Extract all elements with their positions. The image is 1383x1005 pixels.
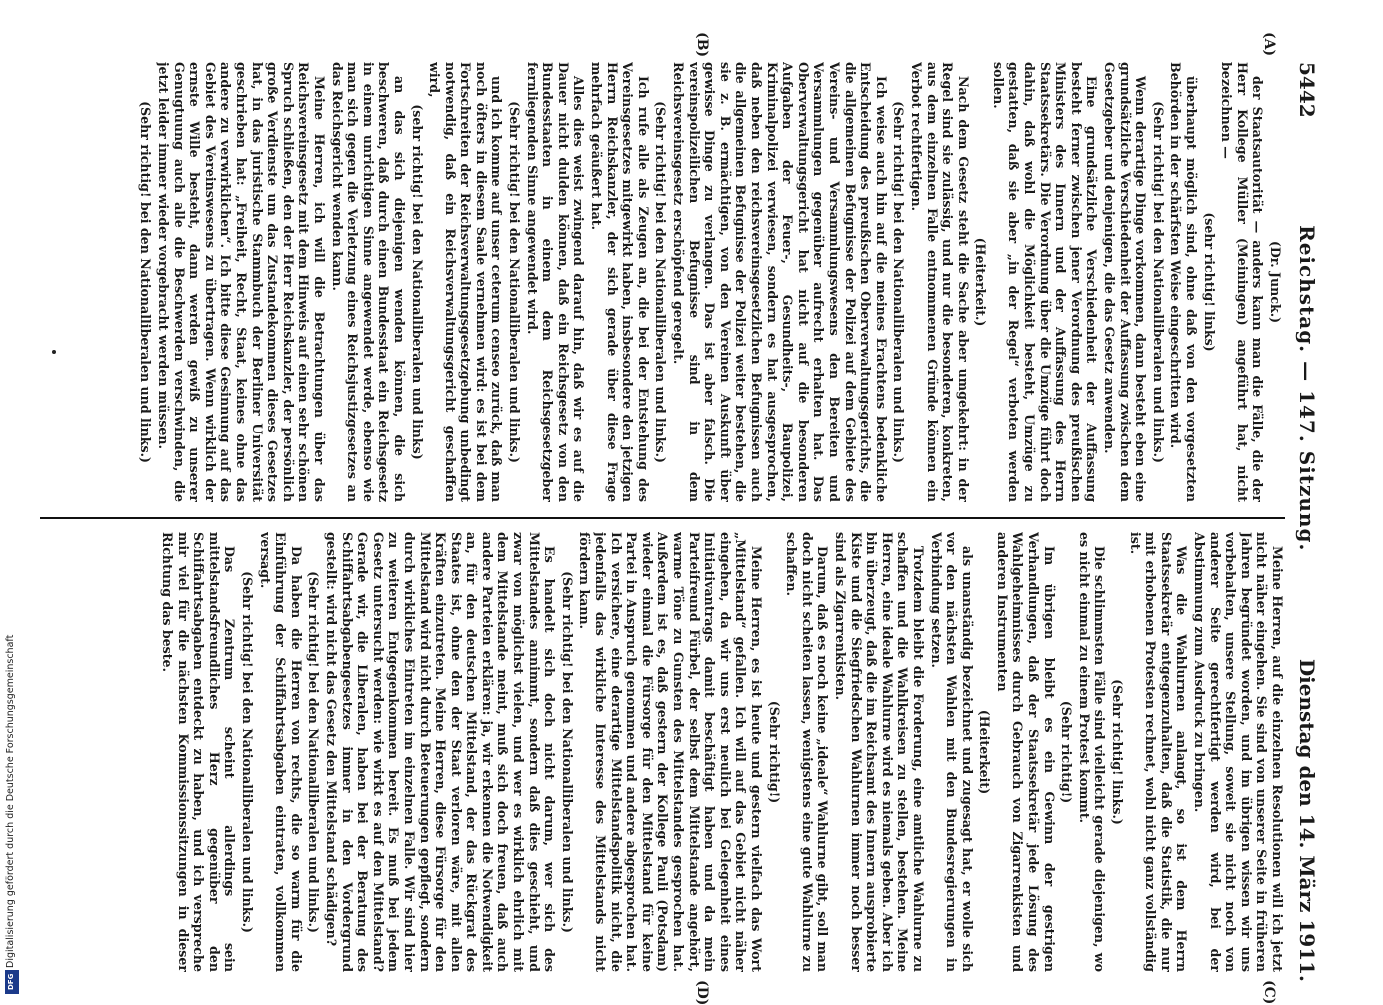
- paragraph: Nach dem Gesetz steht die Sache aber umgekehrt: in der Regel sind sie zulässig, und nur die besonderen, konkreten, aus dem einzelnen Falle entnommenen Gründe können ein Verbot rechtfertigen.: [908, 62, 971, 502]
- paragraph: Darum, daß es noch keine „ideale“ Wahlurne gibt, soll man doch nicht scheiten lassen, wenigstens eine gute Wahlurne zu schaffen.: [784, 532, 831, 972]
- paragraph: der Staatsautorität — anders kann man die Fälle, die der Herr Kollege Müller (Meiningen) angeführt hat, nicht bezeichnen —: [1219, 62, 1266, 502]
- interjection: (Sehr richtig! bei den Nationalliberalen und links.): [1150, 101, 1166, 463]
- interjection: (sehr richtig! links): [1201, 212, 1217, 352]
- interjection: (Sehr richtig!): [766, 700, 782, 804]
- scan-speck: [52, 350, 56, 354]
- paragraph: Trotzdem bleibt die Forderung, eine amtliche Wahlurne zu schaffen und die Wahlkreisen zu stellen, bestehen. Meine Herren, eine ideale Wahlurne wird es niemals geben. Aber ich bin überzeugt, daß die im Reichsamt des Innern ausprobierte Kiste und die Siegfriedschen Wahlurnen immer noch besser sind als Zigarrenkisten.: [832, 532, 926, 972]
- page-number: 5442: [1295, 62, 1319, 118]
- paragraph: Meine Herren, es ist heute und gestern vielfach das Wort „Mittelstand“ gefallen. Ich will auf das Gebiet nicht näher eingehen, da wir uns erst neulich bei Gelegenheit eines Initiativantrags damit beschäftigt haben und da mein Parteifreund Fürbel, der selbst dem Mittelstande angehört, warme Töne zu Gunsten des Mittelstandes gesprochen hat. Außerdem ist es, daß gestern der Kollege Pauli (Potsdam) wieder einmal die Fürsorge für den Mittelstand für keine Partei in Anspruch genommen und andere abgesprochen hat. Ich versichere, eine derartige Mittelstandspolitik nicht, die jedenfalls das wirkliche Interesse des Mittelstands nicht fördern kann.: [577, 532, 764, 972]
- column-divider: [40, 517, 1285, 519]
- paragraph: Ich weise auch hin auf die meines Erachtens bedenkliche Entscheidung des preußischen Oberverwaltungsgerichts, die die allgemeinen Befugnisse der Polizei auf dem Gebiete des Vereins- und Versammlungswesens den Bereiten und Versammlungen gegenüber aufrecht erhalten hat. Das Oberverwaltungsgericht hat nicht auf die besonderen Aufgaben der Feuer-, Gesundheits-, Baupolizei, Kriminalpolizei verwiesen, sondern es hat ausgesprochen, daß neben den reichsvereinsgesetzlichen Befugnissen auch die allgemeinen Befugnisse der Polizei weiter bestehen, die sie z. B. ermächtigen, von den Vereinen Auskunft über gewisse Dinge zu verlangen. Das ist aber falsch. Die vereinspolizeilichen Befugnisse sind in dem Reichsvereinsgesetz erschöpfend geregelt.: [671, 62, 889, 502]
- left-text-column: [45, 62, 1285, 502]
- paragraph: Eine grundsätzliche Verschiedenheit der Auffassung besteht ferner zwischen jener Verordnung des preußischen Ministers des Innern und der Auffassung des Herrn Staatssekretärs. Die Verordnung über die Umzüge führt doch dahin, daß wohl die Möglichkeit besteht, Umzüge zu gestatten, daß sie aber „in der Regel“ verboten werden sollen.: [990, 62, 1100, 502]
- paragraph: Meine Herren, auf die einzelnen Resolutionen will ich jetzt nicht näher eingehen. Sie sind von unserer Seite in früheren Jahren begründet worden, und im übrigen wissen wir uns vorbehalten, unsere Stellung, soweit sie nicht noch von anderer Seite gerechtfertigt werden wird, bei der Abstimmung zum Ausdruck zu bringen.: [1192, 532, 1285, 972]
- header-title: Reichstag. — 147. Sitzung.: [1295, 225, 1319, 552]
- paragraph: als unanständig bezeichnet und zugesagt hat, er wolle sich vor den nächsten Wahlen mit den Bundesregierungen in Verbindung setzen.: [928, 532, 975, 972]
- interjection: (Sehr richtig! bei den Nationalliberalen und links.): [559, 571, 575, 933]
- dfg-logo: DFG: [5, 970, 19, 994]
- interjection: (sehr richtig! bei den Nationalliberalen und links): [409, 104, 425, 460]
- interjection: (Sehr richtig! links.): [1110, 679, 1126, 825]
- paragraph: an das sich diejenigen wenden können, die sich beschweren, daß durch einen Bundesstaat ein Reichsgesetz in einem unrichtigen Sinne angewendet werde, ebenso wie man sich gegen die Verletzung eines Reichsjustizgesetzes an das Reichsgericht wenden kann.: [329, 62, 407, 502]
- paragraph: Das Zentrum scheint allerdings sein mittelstandsfreundliches Herz gegenüber den Schiffahrtsabgaben entdeckt zu haben, und ich verspreche mir viel für die nächsten Kommissionssitzungen in dieser Richtung das beste.: [160, 532, 238, 972]
- interjection: (Sehr richtig! bei den Nationalliberalen und links.): [306, 571, 322, 933]
- paragraph: Wenn derartige Dinge vorkommen, dann besteht eben eine grundsätzliche Verschiedenheit der Auffassung zwischen dem Gesetzgeber und denjenigen, die das Gesetz anwenden.: [1102, 62, 1149, 502]
- interjection: (Sehr richtig! bei den Nationalliberalen und links.): [653, 101, 669, 463]
- paragraph: Was die Wahlurnen anlangt, so ist dem Herrn Staatssekretär entgegenzuhalten, daß die Statistik, die nur mit erhobenen Protesten rechnet, wohl nicht ganz vollständig ist.: [1127, 532, 1190, 972]
- interjection: (Heiterkeit): [977, 709, 993, 795]
- header-date: Dienstag den 14. März 1911.: [1295, 658, 1319, 982]
- interjection: (Sehr richtig! bei den Nationalliberalen und links.): [507, 101, 523, 463]
- paragraph: Ich rufe alle als Zeugen an, die bei der Entstehung des Vereinsgesetzes mitgewirkt haben, insbesondere den jetzigen Herrn Reichskanzler, der sich gerade über diese Frage mehrfach geäußert hat.: [589, 62, 651, 502]
- dfg-footer-stamp: Digitalisierung gefördert durch die Deutsche Forschungsgemeinschaft DFG: [4, 394, 18, 994]
- interjection: (Sehr richtig! bei den Nationalliberalen und links.): [240, 571, 255, 933]
- interjection: (Sehr richtig!): [1059, 700, 1075, 804]
- margin-mark-c: (C): [1261, 980, 1277, 1005]
- right-text-column: [45, 532, 1285, 972]
- paragraph: Da haben die Herren von rechts, die so warm für die Einführung der Schiffahrtsabgaben eintraten, vollkommen versagt.: [257, 532, 304, 972]
- interjection: (Heiterkeit.): [973, 237, 989, 327]
- page-header: [1289, 62, 1325, 982]
- paragraph: Im übrigen bleibt es ein Gewinn der gestrigen Verhandlungen, daß der Staatssekretär jede Lösung des Wahlgeheimnisses durch Gebrauch von Zigarrenkisten und anderen Instrumenten: [994, 532, 1057, 972]
- interjection: (Sehr richtig! bei den Nationalliberalen und links.): [138, 101, 154, 463]
- rotated-page-content: [25, 32, 1325, 1005]
- interjection: (Dr. Junck.): [1268, 240, 1283, 324]
- interjection: (Sehr richtig! bei den Nationalliberalen und links.): [891, 101, 907, 463]
- paragraph: Es handelt sich doch nicht darum, wer sich des Mittelstandes annimmt, sondern daß dies geschieht, und zwar von möglichst vielen, und wer es wirklich ehrlich mit dem Mittelstande meint, muß sich doch freuen, daß auch andere Parteien erklären: ja, wir erkennen die Notwendigkeit an, für den deutschen Mittelstand, der das Rückgrat des Staates ist, ohne den der Staat verloren wäre, mit allen Kräften einzutreten. Meine Herren, diese Fürsorge für den Mittelstand wird nicht durch Beteuerungen gepflegt, sondern durch wirkliches Eintreten im einzelnen Falle. Wir sind hier zu weiteren Entgegenkommen bereit. Es muß bei jedem Gesetz untersucht werden: wie wirkt es auf den Mittelstand? Gerade wir, die Liberalen, haben bei der Beratung des Schiffahrtsabgabengesetzes immer in den Vordergrund gestellt: wird nicht das Gesetz den Mittelstand schädigen?: [323, 532, 558, 972]
- paragraph: Die schlimmsten Fälle sind vielleicht gerade diejenigen, wo es nicht einmal zu einem Protest kommt.: [1076, 532, 1108, 972]
- paragraph: überhaupt möglich sind, ohne daß von den vorgesetzten Behörden in der schärfsten Weise eingeschritten wird.: [1168, 62, 1200, 502]
- paragraph: Alles dies weist zwingend darauf hin, daß wir es auf die Dauer nicht dulden können, daß ein Reichsgesetz von den Bundesstaaten in einem dem Reichsgesetzgeber fernliegenden Sinne angewendet wird.: [524, 62, 587, 502]
- margin-mark-b: (B): [694, 32, 710, 58]
- margin-mark-d: (D): [694, 980, 710, 1005]
- paragraph: Meine Herren, ich will die Betrachtungen über das Reichsvereinsgesetz mit dem Hinweis auf einen sehr schönen Spruch schließen, den der Herr Reichskanzler, der persönlich große Verdienste um das Zustandekommen dieses Gesetzes hat, in das juristische Stammbuch der Berliner Universität geschrieben hat: „Freiheit, Recht, Staat, keines ohne das andere zu verwirklichen“. Ich bitte diese Gesinnung auf das Gebiet des Vereinswesens zu übertragen. Wenn wirklich der ernste Wille besteht, dann werden gewiß zu unserer Genugtuung auch alle die Beschwerden verschwinden, die jetzt leider immer wieder vorgebracht werden müssen.: [156, 62, 327, 502]
- paragraph: und ich komme auf unser ceterum censeo zurück, daß man noch öfters in diesem Saale vernehmen wird: es ist bei dem Fortschreiten der Reichsverwaltungsgesetzgebung unbedingt notwendig, daß ein Reichsverwaltungsgericht geschaffen wird,: [427, 62, 505, 502]
- margin-mark-a: (A): [1261, 32, 1277, 57]
